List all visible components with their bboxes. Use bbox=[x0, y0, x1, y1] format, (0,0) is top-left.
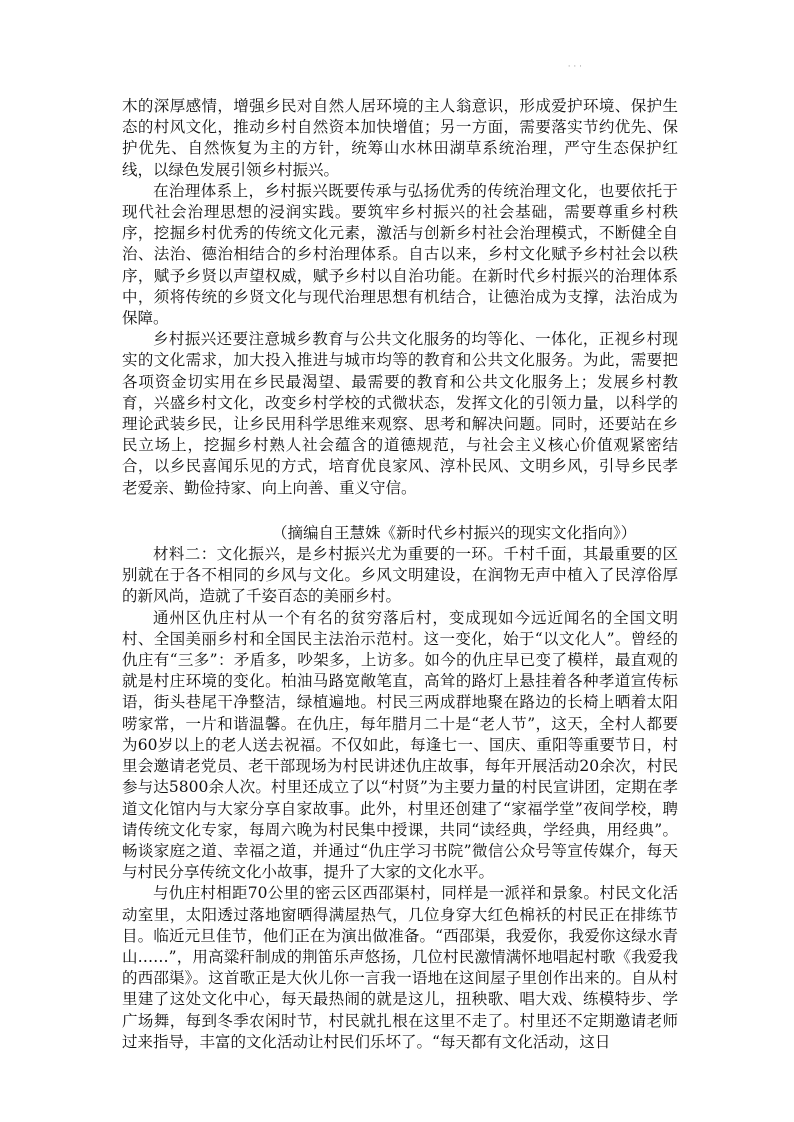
paragraph: 与仇庄村相距70公里的密云区西邵渠村，同样是一派祥和景象。村民文化活动室里，太阳透过落地窗晒得满屋热气，几位身穿大红色棉袄的村民正在排练节目。临近元旦佳节，他们正在为演出做准备。“西邵渠，我爱你，我爱你这绿水青山……”，用高粱秆制成的荆笛乐声悠扬，几位村民激情满怀地唱起村歌《我爱我的西邵渠》。这首歌正是大伙儿你一言我一语地在这间屋子里创作出来的。自从村里建了这处文化中心，每天最热闹的就是这儿，扭秧歌、唱大戏、练模特步、学广场舞，每到冬季农闲时节，村民就扎根在这里不走了。村里还不定期邀请老师过来指导，丰富的文化活动让村民们乐坏了。“每天都有文化活动，这日 bbox=[122, 884, 678, 1051]
paragraph: 在治理体系上，乡村振兴既要传承与弘扬优秀的传统治理文化，也要依托于现代社会治理思想的浸润实践。要筑牢乡村振兴的社会基础，需要尊重乡村秩序，挖掘乡村优秀的传统文化元素，激活与创新乡村社会治理模式，不断健全自治、法治、德治相结合的乡村治理体系。自古以来，乡村文化赋予乡村社会以秩序，赋予乡贤以声望权威，赋予乡村以自治功能。在新时代乡村振兴的治理体系中，须将传统的乡贤文化与现代治理思想有机结合，让德治成为支撑，法治成为保障。 bbox=[122, 181, 678, 328]
paragraph: 材料二：文化振兴，是乡村振兴尤为重要的一环。千村千面，其最重要的区别就在于各不相同的乡风与文化。乡风文明建设，在润物无声中植入了民淳俗厚的新风尚，造就了千姿百态的美丽乡村。 bbox=[122, 545, 678, 606]
paragraph: 木的深厚感情，增强乡民对自然人居环境的主人翁意识，形成爱护环境、保护生态的村风文化，推动乡村自然资本加快增值；另一方面，需要落实节约优先、保护优先、自然恢复为主的方针，统筹山水林田湖草系统治理，严守生态保护红线，以绿色发展引领乡村振兴。 bbox=[122, 97, 678, 179]
page-mark: · · · bbox=[567, 62, 582, 72]
document-body bbox=[122, 96, 678, 1053]
source-citation: （摘编自王慧姝《新时代乡村振兴的现实文化指向》） bbox=[272, 523, 637, 542]
paragraph: 乡村振兴还要注意城乡教育与公共文化服务的均等化、一体化，正视乡村现实的文化需求，加大投入推进与城市均等的教育和公共文化服务。为此，需要把各项资金切实用在乡民最渴望、最需要的教育和公共文化服务上；发展乡村教育，兴盛乡村文化，改变乡村学校的式微状态，发挥文化的引领力量，以科学的理论武装乡民，让乡民用科学思维来观察、思考和解决问题。同时，还要站在乡民立场上，挖掘乡村熟人社会蕴含的道德规范，与社会主义核心价值观紧密结合，以乡民喜闻乐见的方式，培育优良家风、淳朴民风、文明乡风，引导乡民孝老爱亲、勤俭持家、向上向善、重义守信。 bbox=[122, 330, 678, 497]
paragraph: 通州区仇庄村从一个有名的贫穷落后村，变成现如今远近闻名的全国文明村、全国美丽乡村和全国民主法治示范村。这一变化，始于“以文化人”。曾经的仇庄有“三多”：矛盾多，吵架多，上访多。如今的仇庄早已变了模样，最直观的就是村庄环境的变化。柏油马路宽敞笔直，高耸的路灯上悬挂着各种孝道宣传标语，街头巷尾干净整洁，绿植遍地。村民三两成群地聚在路边的长椅上晒着太阳唠家常，一片和谐温馨。在仇庄，每年腊月二十是“老人节”，这天，全村人都要为60岁以上的老人送去祝福。不仅如此，每逢七一、国庆、重阳等重要节日，村里会邀请老党员、老干部现场为村民讲述仇庄故事，每年开展活动20余次，村民参与达5800余人次。村里还成立了以“村贤”为主要力量的村民宣讲团，定期在孝道文化馆内与大家分享自家故事。此外，村里还创建了“家福学堂”夜间学校，聘请传统文化专家，每周六晚为村民集中授课，共同“读经典，学经典，用经典”。畅谈家庭之道、幸福之道，并通过“仇庄学习书院”微信公众号等宣传媒介，每天与村民分享传统文化小故事，提升了大家的文化水平。 bbox=[122, 608, 678, 882]
spacer bbox=[122, 499, 678, 523]
